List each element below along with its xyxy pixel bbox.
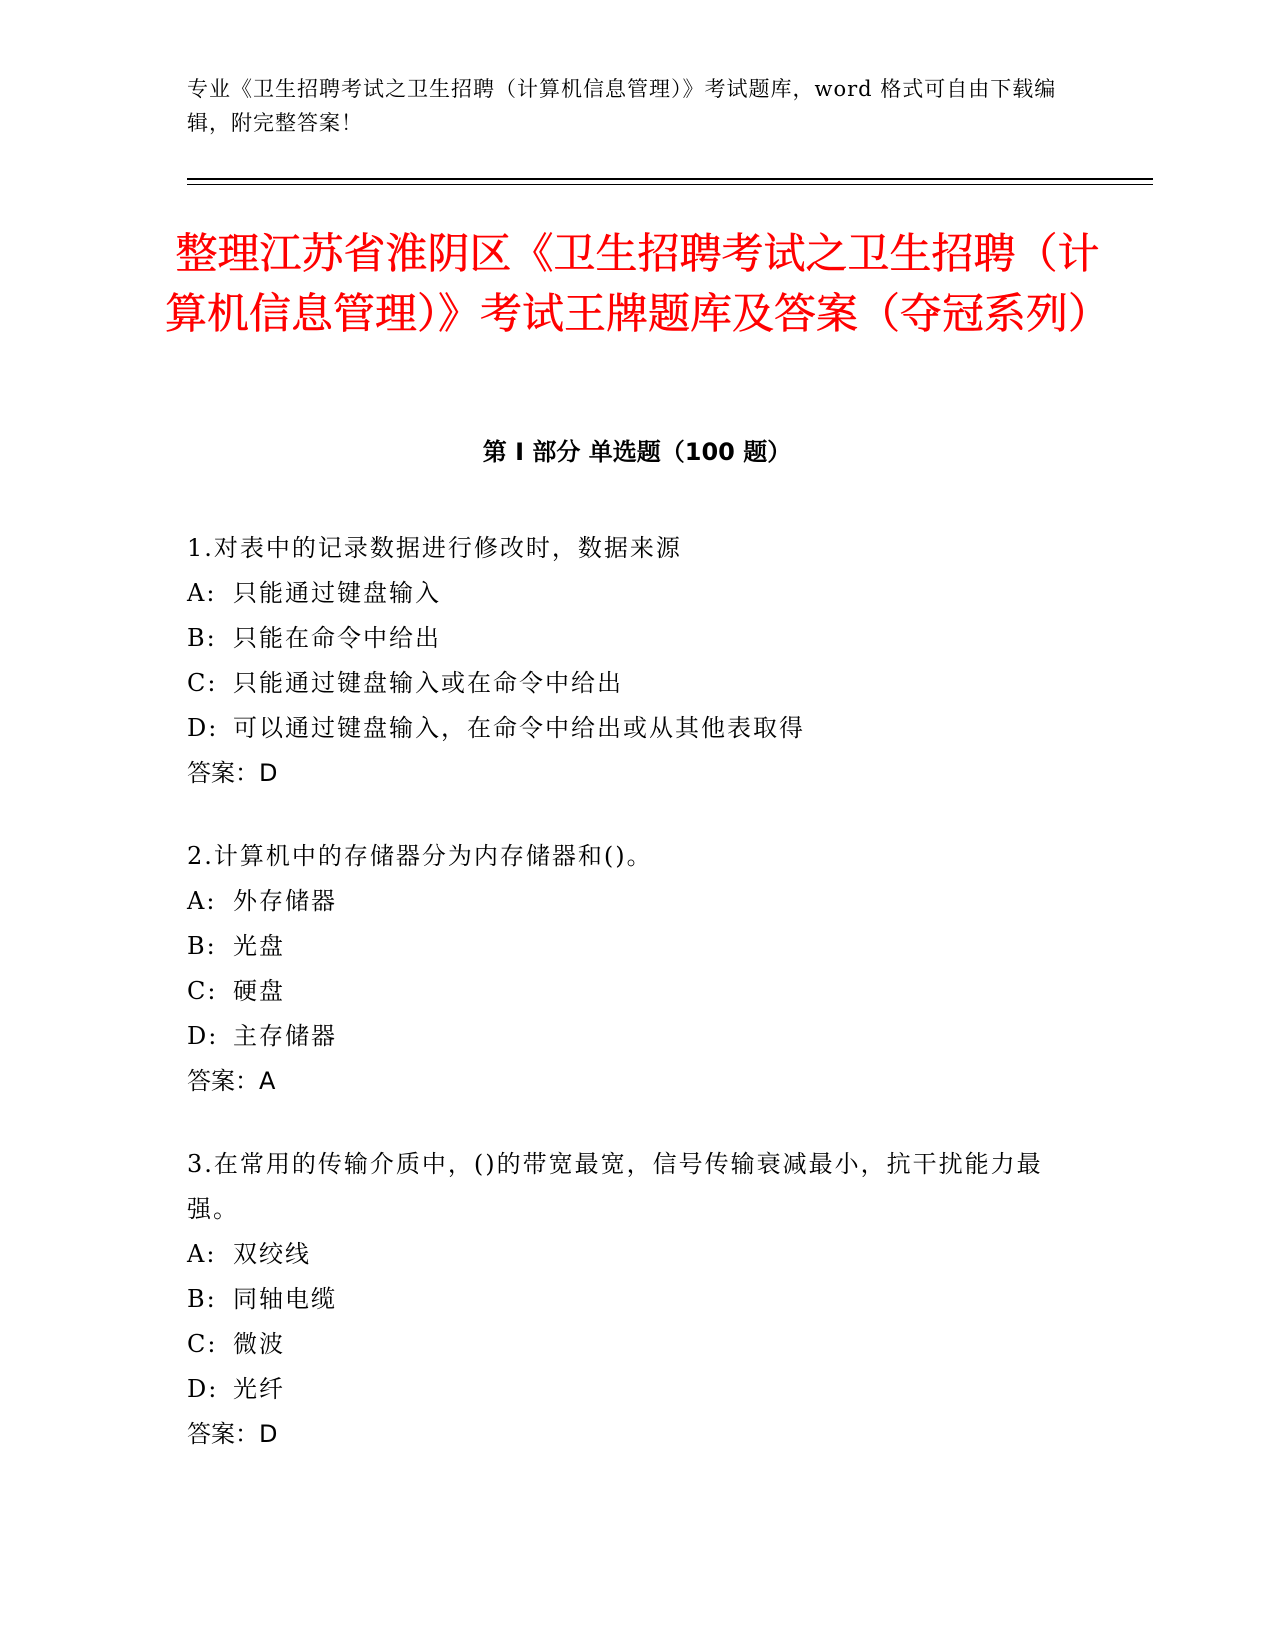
question-stem: 2.计算机中的存储器分为内存储器和()。	[187, 842, 653, 870]
option-key: B:	[187, 1285, 217, 1313]
option-key: D:	[187, 714, 219, 742]
question-1	[187, 526, 1067, 796]
option-key: A:	[187, 579, 217, 607]
question-stem: 3.在常用的传输介质中，()的带宽最宽，信号传输衰减最小，抗干扰能力最强。	[187, 1150, 1043, 1223]
option-key: B:	[187, 624, 217, 652]
option-c	[187, 661, 1067, 706]
answer: 答案：D	[187, 759, 278, 787]
option-key: C:	[187, 1330, 218, 1358]
question-2	[187, 834, 1067, 1104]
option-text: 只能通过键盘输入	[233, 579, 441, 607]
option-b	[187, 924, 1067, 969]
option-key: A:	[187, 887, 217, 915]
question-3	[187, 1142, 1067, 1457]
option-text: 只能在命令中给出	[233, 624, 441, 652]
option-key: D:	[187, 1022, 219, 1050]
option-a	[187, 571, 1067, 616]
question-list	[187, 526, 1067, 1495]
option-d	[187, 1367, 1067, 1412]
option-text: 微波	[233, 1330, 285, 1358]
section-heading: 第 I 部分 单选题（100 题）	[482, 438, 792, 466]
option-a	[187, 1232, 1067, 1277]
answer: 答案：A	[187, 1067, 276, 1095]
option-text: 只能通过键盘输入或在命令中给出	[233, 669, 623, 697]
option-b	[187, 616, 1067, 661]
answer: 答案：D	[187, 1420, 278, 1448]
question-stem: 1.对表中的记录数据进行修改时，数据来源	[187, 534, 682, 562]
option-text: 主存储器	[233, 1022, 337, 1050]
option-text: 双绞线	[233, 1240, 311, 1268]
option-d	[187, 706, 1067, 751]
page-header: 专业《卫生招聘考试之卫生招聘（计算机信息管理）》考试题库，word 格式可自由下载编辑，附完整答案！	[187, 77, 1057, 135]
option-key: C:	[187, 669, 218, 697]
option-text: 硬盘	[233, 977, 285, 1005]
option-key: D:	[187, 1375, 219, 1403]
option-c	[187, 969, 1067, 1014]
header-divider-thick	[187, 178, 1153, 180]
option-text: 同轴电缆	[233, 1285, 337, 1313]
option-text: 光纤	[233, 1375, 285, 1403]
header-divider-thin	[187, 184, 1153, 185]
document-title: 整理江苏省淮阴区《卫生招聘考试之卫生招聘（计算机信息管理）》考试王牌题库及答案（夺冠系列）	[164, 229, 1110, 338]
option-c	[187, 1322, 1067, 1367]
option-key: B:	[187, 932, 217, 960]
option-key: C:	[187, 977, 218, 1005]
option-a	[187, 879, 1067, 924]
option-text: 外存储器	[233, 887, 337, 915]
option-d	[187, 1014, 1067, 1059]
option-key: A:	[187, 1240, 217, 1268]
option-text: 可以通过键盘输入，在命令中给出或从其他表取得	[233, 714, 805, 742]
option-b	[187, 1277, 1067, 1322]
option-text: 光盘	[233, 932, 285, 960]
